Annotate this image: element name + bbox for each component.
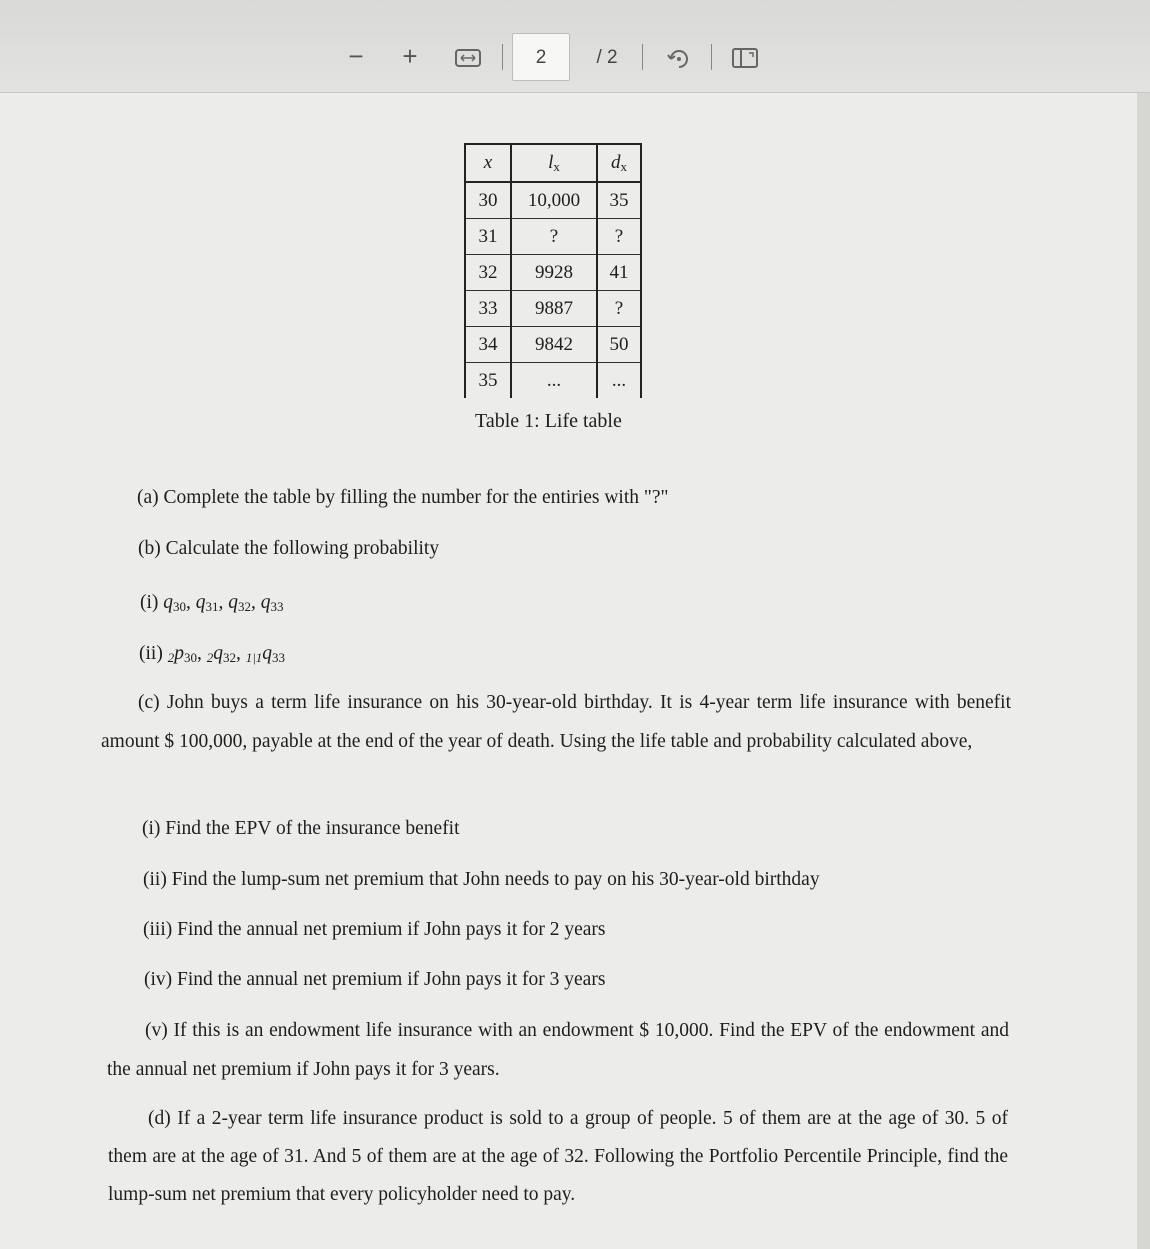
question-a: (a) Complete the table by filling the number for the entiries with "?" bbox=[137, 487, 669, 508]
table-cell: 9842 bbox=[511, 327, 597, 363]
table-cell: 31 bbox=[465, 219, 511, 255]
toolbar-divider bbox=[502, 44, 503, 70]
table-cell: 30 bbox=[465, 182, 511, 219]
table-row bbox=[465, 327, 641, 363]
question-d: (d) If a 2-year term life insurance product is sold to a group of people. 5 of them are at the age of 30. 5 of them are at the age of 31. And 5 of them are at the age of 32. Following the Portfolio Percentile Principle, find the lump-sum net premium that every policyholder need to pay. bbox=[108, 1108, 1008, 1205]
zoom-out-button[interactable]: − bbox=[348, 40, 364, 71]
question-c-iii: (iii) Find the annual net premium if John pays it for 2 years bbox=[143, 919, 606, 940]
question-c-ii: (ii) Find the lump-sum net premium that John needs to pay on his 30-year-old birthday bbox=[143, 869, 820, 890]
table-cell: ? bbox=[597, 291, 641, 327]
table-cell: ? bbox=[511, 219, 597, 255]
table-cell: 50 bbox=[597, 327, 641, 363]
table-cell: 10,000 bbox=[511, 182, 597, 219]
question-c-i: (i) Find the EPV of the insurance benefit bbox=[142, 818, 460, 839]
page-number-input[interactable]: 2 bbox=[512, 33, 570, 81]
table-cell: ... bbox=[597, 363, 641, 399]
rotate-icon[interactable] bbox=[665, 40, 693, 76]
toolbar-divider bbox=[642, 44, 643, 70]
table-cell: ... bbox=[511, 363, 597, 399]
question-c: (c) John buys a term life insurance on his 30-year-old birthday. It is 4-year term life insurance with benefit amount $ 100,000, payable at the end of the year of death. Using the life table and probability calculated above, bbox=[101, 692, 1011, 752]
question-c-v: (v) If this is an endowment life insurance with an endowment $ 10,000. Find the EPV of the endowment and the annual net premium if John pays it for 3 years. bbox=[107, 1020, 1009, 1080]
table-row bbox=[465, 182, 641, 219]
table-header-row bbox=[465, 144, 641, 182]
table-row bbox=[465, 255, 641, 291]
table-cell: ? bbox=[597, 219, 641, 255]
question-b-ii-label: (ii) bbox=[139, 643, 163, 664]
table-cell: 9928 bbox=[511, 255, 597, 291]
table-cell: 34 bbox=[465, 327, 511, 363]
fit-width-icon[interactable] bbox=[455, 40, 481, 76]
table-cell: 9887 bbox=[511, 291, 597, 327]
question-b: (b) Calculate the following probability bbox=[138, 538, 440, 559]
zoom-in-button[interactable]: + bbox=[402, 40, 418, 71]
table-cell: 32 bbox=[465, 255, 511, 291]
question-b-ii bbox=[139, 643, 285, 666]
question-b-i bbox=[140, 592, 284, 615]
table-cell: 35 bbox=[597, 182, 641, 219]
header-lx: $l_x$ bbox=[511, 144, 597, 182]
header-dx: $d_x$ bbox=[597, 144, 641, 182]
table-row bbox=[465, 291, 641, 327]
table-cell: 33 bbox=[465, 291, 511, 327]
sidebar-toggle-icon[interactable] bbox=[730, 40, 760, 76]
table-row bbox=[465, 363, 641, 399]
question-c-iv: (iv) Find the annual net premium if John pays it for 3 years bbox=[144, 969, 606, 990]
page-total: / 2 bbox=[596, 47, 618, 68]
question-b-i-label: (i) bbox=[140, 592, 159, 613]
life-table bbox=[464, 143, 642, 398]
toolbar-divider bbox=[711, 44, 712, 70]
header-x: x bbox=[465, 144, 511, 182]
table-cell: 41 bbox=[597, 255, 641, 291]
table-cell: 35 bbox=[465, 363, 511, 399]
scrollbar-track[interactable] bbox=[1137, 93, 1150, 1249]
math-p-values: $2p_{30}$, $2q_{32}$, $1|1q_{33}$ bbox=[167, 643, 286, 665]
table-caption: Table 1: Life table bbox=[475, 410, 622, 432]
table-row bbox=[465, 219, 641, 255]
math-q-values: $q_{30}$, $q_{31}$, $q_{32}$, $q_{33}$ bbox=[163, 592, 284, 614]
pdf-toolbar bbox=[0, 0, 1150, 93]
